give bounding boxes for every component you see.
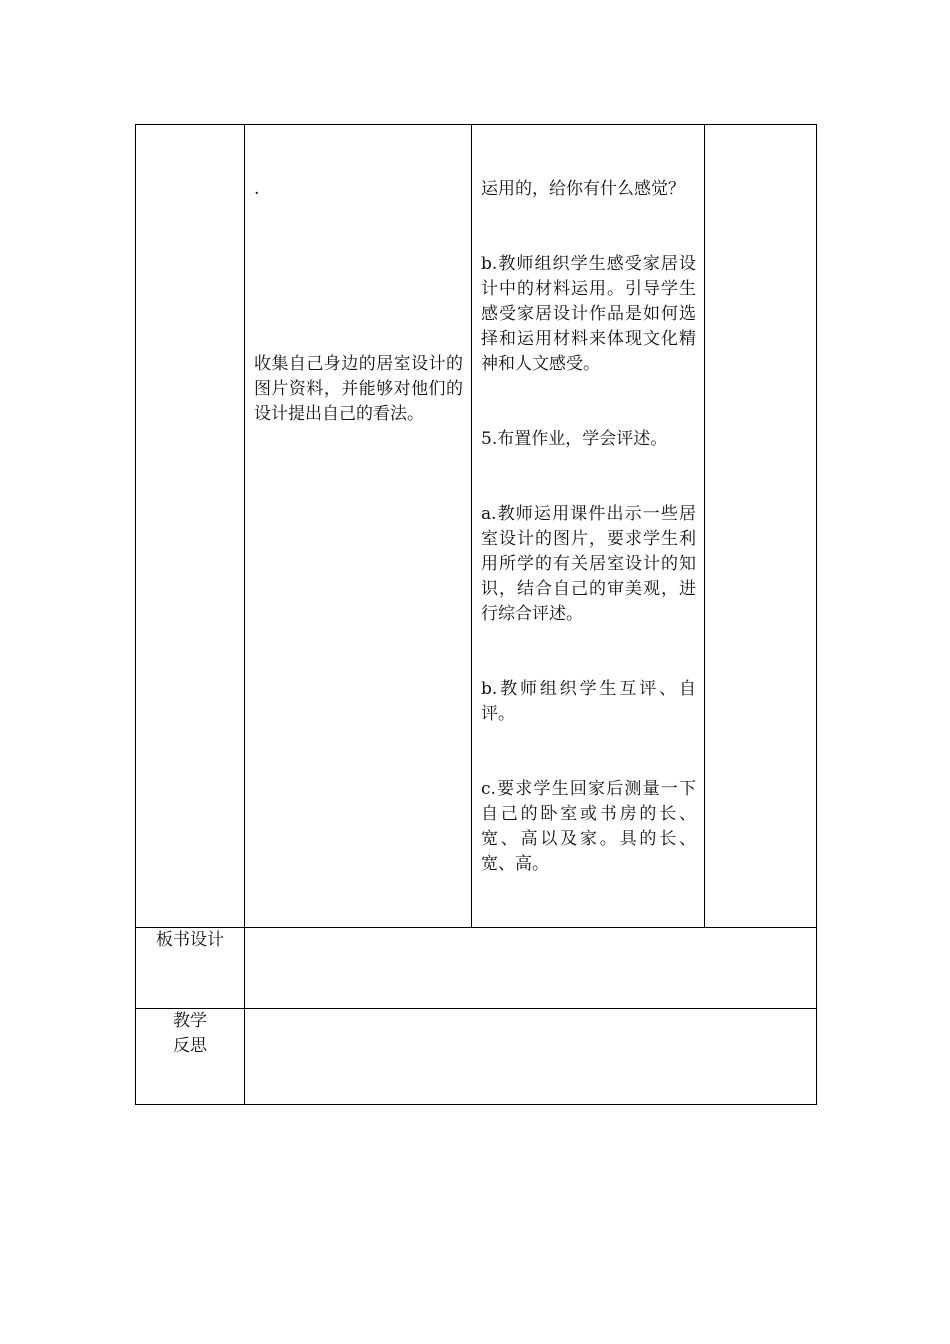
teaching-reflection-row xyxy=(136,1009,817,1105)
teacher-paragraph: a.教师运用课件出示一些居室设计的图片，要求学生利用所学的有关居室设计的知识，结合自己的审美观，进行综合评述。 xyxy=(481,504,696,624)
teaching-reflection-content xyxy=(245,1009,817,1105)
blank-spacer xyxy=(254,252,463,302)
reflection-label-line2: 反思 xyxy=(173,1036,207,1056)
board-design-row xyxy=(136,928,817,1009)
lesson-plan-table xyxy=(135,124,817,1105)
student-activity-cell xyxy=(245,125,472,928)
homework-collection-text: 收集自己身边的居室设计的图片资料，并能够对他们的设计提出自己的看法。 xyxy=(254,354,463,424)
teaching-reflection-label xyxy=(136,1009,245,1105)
row-label-cell-empty xyxy=(136,125,245,928)
reflection-label-line1: 教学 xyxy=(173,1011,207,1031)
teacher-paragraph: 5.布置作业，学会评述。 xyxy=(481,429,668,449)
teacher-paragraph: 运用的，给你有什么感觉？ xyxy=(481,179,685,199)
board-design-label: 板书设计 xyxy=(136,928,245,1009)
bullet-dot: . xyxy=(254,179,260,199)
teacher-activity-cell xyxy=(472,125,705,928)
teacher-paragraph: b.教师组织学生感受家居设计中的材料运用。引导学生感受家居设计作品是如何选择和运用材料来体现文化精神和人文感受。 xyxy=(481,254,696,374)
notes-cell-empty xyxy=(705,125,817,928)
teacher-paragraph: c.要求学生回家后测量一下自己的卧室或书房的长、宽、高以及家。具的长、宽、高。 xyxy=(481,779,696,874)
teaching-process-row xyxy=(136,125,817,928)
teacher-paragraph: b.教师组织学生互评、自评。 xyxy=(481,679,696,724)
board-design-content xyxy=(245,928,817,1009)
